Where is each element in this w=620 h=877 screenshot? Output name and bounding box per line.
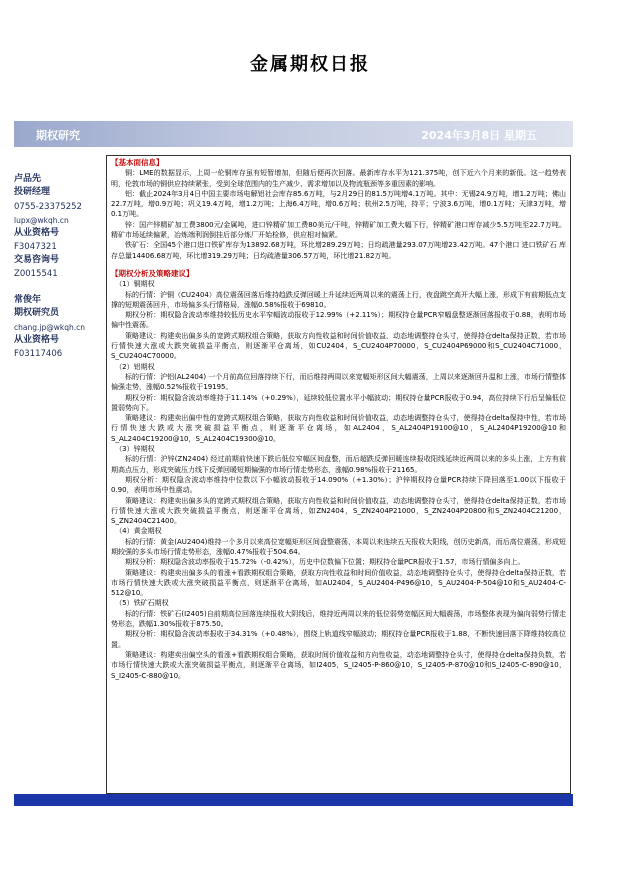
zinc-option-title: （3）锌期权 — [115, 445, 155, 454]
analyst-1-consult-label: 交易咨询号 — [14, 255, 60, 265]
zinc-strategy: 策略建议：构建卖出偏多头的宽跨式期权组合策略，获取方向性收益和时间价值收益，动态地调整持仓头寸，使得持仓delta保持正数，若市场行情快速大涨或大跌突破损益平衡点，则逐渐平仓离场，如ZN2404，S_ZN2404P21000，S_ZN2404P20800和S_ZN2404C21200，S_ZN2404C21400。 — [111, 496, 566, 526]
analyst-1-email[interactable]: lupx@wkqh.cn — [14, 216, 69, 225]
strategy-heading: 【期权分析及策略建议】 — [111, 268, 194, 278]
analyst-1-phone: 0755-23375252 — [14, 202, 82, 212]
analyst-2-qual: F03117406 — [14, 349, 63, 359]
aluminum-option-title: （2）铝期权 — [115, 362, 155, 371]
report-date: 2024年3月8日 星期五 — [421, 129, 537, 142]
basic-info-heading: 【基本面信息】 — [111, 158, 164, 167]
analyst-2-email[interactable]: chang.jp@wkqh.cn — [14, 323, 85, 332]
section-label: 期权研究 — [36, 129, 80, 142]
copper-trend: 标的行情：沪铜（CU2404）高位震荡回落后维持趋跌反弹回暖上升延续近两周以来的震荡上行，夜盘跳空高开大幅上涨，形成下有前期低点支撑的短期震荡回升，市场偏多头行情格局，涨幅0.58%报收于69810。 — [111, 290, 566, 309]
report-body — [106, 155, 571, 794]
basic-zinc: 锌：国产锌精矿加工费3800元/金属吨，进口锌精矿加工费80美元/干吨，锌精矿加工费大幅下行，锌精矿港口库存减少5.5万吨至22.7万吨。精矿市场延续偏紧，冶炼端利润倒挂后部分炼厂开始检修，供应相对偏紧。 — [111, 220, 566, 240]
header-banner — [14, 121, 573, 147]
aluminum-trend: 标的行情：沪铝(AL2404) 一个月前高位回落持续下行，而后维持两周以来宽幅矩形区间大幅震荡，上周以来逐渐回升温和上涨，市场行情整体偏强走势，涨幅0.52%报收于19195。 — [111, 372, 566, 392]
report-title: 金属期权日报 — [250, 54, 370, 75]
iron-ore-volatility: 期权分析：期权隐含波动率报收于34.31%（+0.48%），围绕上轨道线窄幅波动；期权持仓量PCR报收于1.88，不断快速回落下降维持较高位置。 — [111, 630, 566, 649]
gold-volatility: 期权分析：期权隐含波动率报收于15.72%（-0.42%），历史中位数偏下位置；期权持仓量PCR报收于1.57，市场行情偏多向上。 — [125, 558, 525, 567]
analyst-1-name: 卢品先 — [14, 174, 42, 184]
gold-trend: 标的行情：黄金(AU2404)维持一个多月以来高位宽幅矩形区间盘整震荡，本周以来连续五天报收大阳线，创历史新高，而后高位震荡，形成短期较强的多头市场行情走势形态，涨幅0.47%报收于504.64。 — [111, 537, 566, 556]
footer-bar — [14, 794, 573, 806]
copper-volatility: 期权分析：期权隐含波动率维持较低历史水平窄幅波动报收于12.99%（+2.11%）；期权持仓量PCR窄幅盘整逐渐回落报收于0.88，表明市场偏中性震荡。 — [111, 311, 566, 330]
gold-option-title: （4）黄金期权 — [115, 527, 162, 536]
analyst-1-qual: F3047321 — [14, 242, 57, 252]
zinc-trend: 标的行情：沪锌(ZN2404) 经过前期前快速下跌后低位窄幅区间盘整，而后超跌反弹回暖连续报收阳线延续近两周以来的多头上涨，上方有前期高点压力，形成突破压力线下反弹回暖短期偏强的市场行情走势形态，涨幅0.98%报收于21165。 — [111, 455, 566, 474]
aluminum-volatility: 期权分析：期权隐含波动率维持于11.14%（+0.29%），延续较低位置水平小幅波动；期权持仓量PCR报收于0.94，高位持续下行后呈偏低位置弱势向下。 — [111, 393, 566, 412]
basic-copper: 铜：LME的数据显示，上周一伦铜库存虽有短暂增加，但随后便再次回落。最新库存水平为121.375吨，创下近六个月来的新低。这一趋势表明，伦敦市场的铜供应持续紧张，受到全球范围内的生产减少、需求增加以及物流瓶颈等多重因素的影响。 — [111, 169, 566, 188]
copper-option-title: （1）铜期权 — [115, 280, 155, 289]
analyst-1-qual-label: 从业资格号 — [14, 228, 60, 238]
analyst-sidebar — [14, 147, 106, 794]
zinc-volatility: 期权分析：期权隐含波动率维持中位数以下小幅波动报收于14.090%（+1.30%）；沪锌期权持仓量PCR持续下降回落至1.00以下报收于0.90，表明市场中性震动。 — [111, 475, 566, 495]
analyst-1-consult: Z0015541 — [14, 269, 58, 279]
iron-ore-strategy: 策略建议：构建卖出偏空头的看涨+看跌期权组合策略，获取时间价值收益和方向性收益，动态地调整持仓头寸，使得持仓delta保持负数，若市场行情快速大跌或大涨突破损益平衡点，则逐渐平仓离场，如I2405，S_I2405-P-860@10，S_I2405-P-870@10和S_I2405-C-890@10，S_I2405-C-880@10。 — [111, 650, 566, 680]
iron-ore-option-title: （5）铁矿石期权 — [115, 599, 169, 608]
copper-strategy: 策略建议：构建卖出偏多头的宽跨式期权组合策略，获取方向性收益和时间价值收益，动态地调整持仓头寸，使得持仓delta保持正数，若市场行情快速大涨或大跌突破损益平衡点，则逐渐平仓离场，如CU2404，S_CU2404P70000，S_CU2404P69000和S_CU2404C71000，S_CU2404C70000。 — [111, 331, 566, 361]
analyst-2-role: 期权研究员 — [14, 308, 60, 318]
iron-ore-trend: 标的行情：铁矿石(I2405)自前期高位回落连续报收大阴线后，维持近两周以来的低位弱势宽幅区间大幅震荡，市场整体表现为偏向弱势行情走势形态，跌幅1.30%报收于875.50。 — [111, 609, 566, 629]
aluminum-strategy: 策略建议：构建卖出偏中性的宽跨式期权组合策略，获取方向性收益和时间价值收益，动态地调整持仓头寸，使得持仓delta保持中性，若市场行情快速大跌或大涨突破损益平衡点，则逐渐平仓离场，如AL2404，S_AL2404P19100@10，S_AL2404P19200@10和S_AL2404C19200@10，S_AL2404C19300@10。 — [111, 414, 566, 443]
basic-aluminum: 铝：截止2024年3月4日中国主要市场电解铝社会库存85.6万吨，与2月29日的81.5万吨增4.1万吨。其中：无锡24.9万吨，增1.2万吨；佛山22.7万吨，增0.9万吨；巩义19.4万吨，增1.2万吨；上海6.4万吨，增0.6万吨；杭州2.5万吨，持平；宁波3.6万吨，增0.1万吨；天津3万吨，增0.1万吨。 — [111, 189, 566, 219]
analyst-2-name: 常俊年 — [14, 295, 42, 305]
analyst-1-role: 投研经理 — [14, 187, 51, 197]
gold-strategy: 策略建议：构建卖出偏多头的看涨+看跌期权组合策略，获取方向性收益和时间价值收益，动态地调整持仓头寸，使得持仓delta保持正数，若市场行情快速大跌或大涨突破损益平衡点，则逐渐平仓离场，如AU2404，S_AU2404-P496@10，S_AU2404-P-504@10和S_AU2404-C-512@10。 — [111, 568, 566, 598]
analyst-2-qual-label: 从业资格号 — [14, 335, 60, 345]
basic-iron-ore: 铁矿石：全国45个港口进口铁矿库存为13892.68万吨，环比增289.29万吨；日均疏港量293.07万吨增23.42万吨。47个港口 进口铁矿石 库存总量14406.68万吨，环比增319.29万吨；日均疏港量306.57万吨，环比增21.82万吨。 — [111, 241, 566, 260]
